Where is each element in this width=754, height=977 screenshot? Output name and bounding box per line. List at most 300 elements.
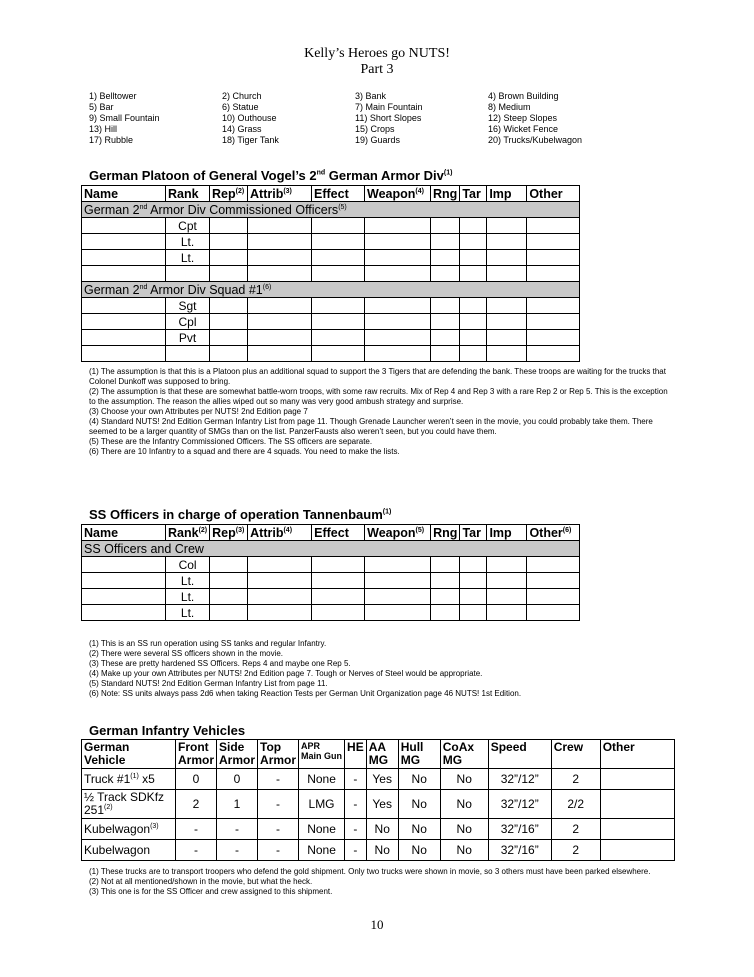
vehicle-front-cell: 2 — [176, 790, 217, 819]
platoon-heading: German Platoon of General Vogel’s 2nd German Armor Div$^{(1)}$ — [89, 168, 453, 183]
column-header — [527, 525, 580, 541]
legend-item: 6) Statue — [222, 102, 259, 112]
table-row — [82, 266, 580, 282]
empty-cell — [248, 218, 312, 234]
empty-cell — [210, 250, 248, 266]
empty-cell — [365, 314, 431, 330]
empty-cell — [431, 218, 460, 234]
empty-cell — [210, 589, 248, 605]
empty-cell — [431, 346, 460, 362]
column-header-footnote: (5) — [415, 526, 425, 534]
empty-cell — [82, 218, 166, 234]
vehicle-apr-cell: None — [299, 769, 345, 790]
column-header-label: Rep — [212, 186, 236, 201]
column-header — [460, 186, 487, 202]
rank-cell: Lt. — [166, 234, 210, 250]
column-header — [166, 525, 210, 541]
empty-cell — [365, 589, 431, 605]
footnote: (1) This is an SS run operation using SS tanks and regular Infantry. — [89, 639, 327, 648]
empty-cell — [431, 605, 460, 621]
empty-cell — [210, 330, 248, 346]
column-header-label: Weapon — [367, 525, 416, 540]
vehicle-column-header: Other — [600, 740, 674, 769]
empty-cell — [527, 266, 580, 282]
document-title: Kelly’s Heroes go NUTS! — [304, 46, 450, 61]
column-header-footnote: (6) — [562, 526, 572, 534]
column-header — [365, 525, 431, 541]
empty-cell — [365, 557, 431, 573]
empty-cell — [312, 314, 365, 330]
empty-cell — [527, 573, 580, 589]
empty-cell — [248, 314, 312, 330]
vehicle-speed-cell: 32”/16” — [488, 819, 551, 840]
footnote: (1) The assumption is that this is a Platoon plus an additional squad to support the 3 Tigers that are defending the bank. These troops are waiting for the trucks that Colonel Dunkoff was supposed to bring. — [89, 367, 666, 386]
empty-cell — [365, 605, 431, 621]
column-header-label: Imp — [489, 186, 512, 201]
empty-cell — [312, 605, 365, 621]
vehicle-front-cell: - — [176, 840, 217, 861]
footnote: (5) These are the Infantry Commissioned Officers. The SS officers are separate. — [89, 437, 373, 446]
vehicle-hull-cell: No — [398, 790, 440, 819]
empty-cell — [312, 573, 365, 589]
empty-cell — [487, 557, 527, 573]
empty-cell — [82, 605, 166, 621]
rank-cell: Lt. — [166, 605, 210, 621]
column-header-label: Other — [529, 525, 563, 540]
empty-cell — [460, 298, 487, 314]
legend-item: 11) Short Slopes — [355, 113, 422, 123]
vehicle-name-footnote: (1) — [130, 772, 139, 780]
section-footnote: (5) — [338, 203, 347, 211]
column-header-footnote: (2) — [235, 187, 245, 195]
column-header — [248, 186, 312, 202]
vehicle-name — [82, 819, 176, 840]
legend-item: 14) Grass — [222, 124, 262, 134]
empty-cell — [487, 250, 527, 266]
ss-heading: SS Officers in charge of operation Tannenbaum$^{(1)}$ — [89, 507, 392, 522]
empty-cell — [460, 589, 487, 605]
vehicle-coax-cell: No — [440, 769, 488, 790]
column-header — [431, 525, 460, 541]
section-text: Armor Div Commissioned Officers — [147, 202, 339, 217]
vehicle-coax-cell: No — [440, 790, 488, 819]
column-header-footnote: (4) — [415, 187, 424, 195]
empty-cell — [527, 250, 580, 266]
column-header-label: Other — [529, 186, 563, 201]
section-row — [82, 202, 580, 218]
empty-cell — [210, 266, 248, 282]
empty-cell — [210, 234, 248, 250]
footnote: (3) Choose your own Attributes per NUTS! 2nd Edition page 7 — [89, 407, 308, 416]
empty-cell — [365, 266, 431, 282]
vehicle-speed-cell: 32”/16” — [488, 840, 551, 861]
vehicle-name-footnote: (2) — [104, 804, 113, 811]
section-label — [82, 202, 580, 218]
empty-cell — [527, 234, 580, 250]
empty-cell — [460, 234, 487, 250]
vehicle-name-text: Kubelwagon — [84, 842, 151, 857]
column-header-label: Imp — [489, 525, 512, 540]
empty-cell — [487, 266, 527, 282]
empty-cell — [248, 298, 312, 314]
vehicle-crew-cell: 2 — [551, 769, 600, 790]
empty-cell — [248, 573, 312, 589]
column-header — [312, 525, 365, 541]
ss-header-row — [82, 525, 580, 541]
empty-cell — [527, 605, 580, 621]
empty-cell — [460, 218, 487, 234]
column-header — [487, 186, 527, 202]
vehicle-column-header: German Vehicle — [82, 740, 176, 769]
vehicle-speed-cell: 32”/12” — [488, 790, 551, 819]
vehicle-aa-cell: Yes — [366, 769, 398, 790]
vehicle-row — [82, 769, 675, 790]
column-header-label: Rank — [168, 525, 199, 540]
empty-cell — [82, 346, 166, 362]
vehicle-apr-cell: None — [299, 840, 345, 861]
ss-footnotes — [89, 639, 669, 699]
column-header-footnote: (3) — [283, 187, 292, 195]
vehicle-crew-cell: 2 — [551, 819, 600, 840]
vehicle-row — [82, 840, 675, 861]
footnote: (4) Standard NUTS! 2nd Edition German Infantry List from page 11. Though Grenade Launcher weren’t seen in the movie, you could probably take them. There seemed to be a larger quantity of SMGs than on the list. PanzerFausts also weren’t seen, but you could have them. — [89, 417, 653, 436]
empty-cell — [248, 330, 312, 346]
empty-cell — [431, 573, 460, 589]
vehicle-name — [82, 790, 176, 819]
vehicle-side-cell: - — [217, 840, 258, 861]
vehicle-aa-cell: No — [366, 819, 398, 840]
section-row — [82, 282, 580, 298]
empty-cell — [460, 573, 487, 589]
table-row — [82, 234, 580, 250]
vehicles-heading: German Infantry Vehicles — [89, 723, 246, 738]
empty-cell — [312, 557, 365, 573]
column-header — [487, 525, 527, 541]
legend-item: 13) Hill — [89, 124, 118, 134]
legend-item: 9) Small Fountain — [89, 113, 160, 123]
legend-item: 16) Wicket Fence — [488, 124, 559, 134]
vehicle-row — [82, 819, 675, 840]
rank-cell: Cpt — [166, 218, 210, 234]
vehicle-top-cell: - — [258, 819, 299, 840]
empty-cell — [312, 266, 365, 282]
rank-cell: Sgt — [166, 298, 210, 314]
empty-cell — [82, 330, 166, 346]
vehicle-apr-cell: LMG — [299, 790, 345, 819]
vehicle-hull-cell: No — [398, 769, 440, 790]
column-header — [210, 186, 248, 202]
vehicle-hull-cell: No — [398, 819, 440, 840]
empty-cell — [487, 218, 527, 234]
vehicle-speed-cell: 32”/12” — [488, 769, 551, 790]
vehicles-header-row — [82, 740, 675, 769]
empty-cell — [460, 605, 487, 621]
vehicle-side-cell: 0 — [217, 769, 258, 790]
vehicle-other-cell — [600, 819, 674, 840]
empty-cell — [527, 330, 580, 346]
table-row — [82, 298, 580, 314]
rank-cell: Col — [166, 557, 210, 573]
empty-cell — [312, 250, 365, 266]
column-header — [210, 525, 248, 541]
vehicle-crew-cell: 2 — [551, 840, 600, 861]
platoon-header-row — [82, 186, 580, 202]
vehicle-top-cell: - — [258, 840, 299, 861]
vehicle-column-header: Front Armor — [176, 740, 217, 769]
rank-cell: Pvt — [166, 330, 210, 346]
column-header — [365, 186, 431, 202]
vehicle-front-cell: 0 — [176, 769, 217, 790]
empty-cell — [460, 346, 487, 362]
empty-cell — [431, 298, 460, 314]
empty-cell — [312, 589, 365, 605]
empty-cell — [365, 346, 431, 362]
column-header — [166, 186, 210, 202]
column-header-label: Rng — [433, 186, 458, 201]
footnote: (3) This one is for the SS Officer and crew assigned to this shipment. — [89, 887, 333, 896]
empty-cell — [527, 589, 580, 605]
legend-item: 1) Belltower — [89, 91, 137, 101]
empty-cell — [431, 589, 460, 605]
rank-cell: Lt. — [166, 573, 210, 589]
empty-cell — [460, 266, 487, 282]
empty-cell — [210, 314, 248, 330]
vehicle-he-cell: - — [345, 819, 367, 840]
vehicle-side-cell: 1 — [217, 790, 258, 819]
legend-item: 10) Outhouse — [222, 113, 277, 123]
table-row — [82, 557, 580, 573]
vehicle-column-header: Speed — [488, 740, 551, 769]
vehicles-table — [81, 739, 675, 861]
empty-cell — [527, 557, 580, 573]
empty-cell — [365, 234, 431, 250]
column-header — [248, 525, 312, 541]
legend-item: 12) Steep Slopes — [488, 113, 558, 123]
table-row — [82, 218, 580, 234]
column-header-label: Effect — [314, 525, 349, 540]
platoon-footnotes — [89, 367, 669, 457]
vehicle-he-cell: - — [345, 840, 367, 861]
legend-item: 7) Main Fountain — [355, 102, 423, 112]
vehicle-row — [82, 790, 675, 819]
section-text: Armor Div Squad #1 — [147, 282, 263, 297]
footnote: (2) The assumption is that these are somewhat battle-worn troops, with some raw recruits. Mix of Rep 4 and Rep 3 with a rare Rep 2 or Rep 5. This is the exception to the assumption. The reason the allies wiped out so many was very good ambush strategy and surprise. — [89, 387, 668, 406]
empty-cell — [487, 605, 527, 621]
empty-cell — [365, 298, 431, 314]
footnote: (3) These are pretty hardened SS Officers. Reps 4 and maybe one Rep 5. — [89, 659, 351, 668]
empty-cell — [82, 589, 166, 605]
vehicle-other-cell — [600, 840, 674, 861]
column-header-label: Name — [84, 186, 119, 201]
vehicle-column-header: CoAx MG — [440, 740, 488, 769]
vehicle-column-header: Hull MG — [398, 740, 440, 769]
empty-cell — [82, 234, 166, 250]
vehicle-aa-cell: Yes — [366, 790, 398, 819]
footnote: (5) Standard NUTS! 2nd Edition German Infantry List from page 11. — [89, 679, 328, 688]
column-header-footnote: (2) — [198, 526, 208, 534]
column-header — [527, 186, 580, 202]
vehicle-top-cell: - — [258, 790, 299, 819]
empty-cell — [460, 557, 487, 573]
empty-cell — [82, 298, 166, 314]
empty-cell — [82, 314, 166, 330]
vehicle-aa-cell: No — [366, 840, 398, 861]
empty-cell — [431, 330, 460, 346]
empty-cell — [487, 298, 527, 314]
vehicle-name — [82, 769, 176, 790]
column-header-footnote: (4) — [283, 526, 293, 534]
empty-cell — [487, 346, 527, 362]
column-header-label: Tar — [462, 186, 481, 201]
vehicle-name-text: Kubelwagon — [84, 821, 151, 836]
empty-cell — [82, 557, 166, 573]
legend-item: 20) Trucks/Kubelwagon — [488, 135, 583, 145]
empty-cell — [248, 266, 312, 282]
vehicle-other-cell — [600, 769, 674, 790]
legend-item: 3) Bank — [355, 91, 387, 101]
rank-cell — [166, 266, 210, 282]
empty-cell — [487, 589, 527, 605]
empty-cell — [210, 346, 248, 362]
legend-item: 8) Medium — [488, 102, 531, 112]
legend-item: 2) Church — [222, 91, 262, 101]
empty-cell — [248, 557, 312, 573]
empty-cell — [431, 266, 460, 282]
empty-cell — [527, 218, 580, 234]
vehicle-coax-cell: No — [440, 840, 488, 861]
column-header-label: Weapon — [367, 186, 416, 201]
empty-cell — [460, 250, 487, 266]
column-header-label: Attrib — [250, 525, 284, 540]
rank-cell — [166, 346, 210, 362]
vehicle-column-header: Top Armor — [258, 740, 299, 769]
column-header-footnote: (3) — [235, 526, 245, 534]
empty-cell — [431, 234, 460, 250]
rank-cell: Cpl — [166, 314, 210, 330]
table-row — [82, 573, 580, 589]
section-text: SS Officers and Crew — [84, 541, 204, 556]
empty-cell — [210, 573, 248, 589]
table-row — [82, 330, 580, 346]
empty-cell — [248, 346, 312, 362]
vehicle-column-header: Side Armor — [217, 740, 258, 769]
vehicle-top-cell: - — [258, 769, 299, 790]
empty-cell — [248, 234, 312, 250]
section-footnote: nd — [139, 283, 148, 291]
vehicle-front-cell: - — [176, 819, 217, 840]
empty-cell — [527, 346, 580, 362]
empty-cell — [82, 573, 166, 589]
empty-cell — [312, 298, 365, 314]
column-header-label: Effect — [314, 186, 349, 201]
empty-cell — [431, 557, 460, 573]
table-row — [82, 605, 580, 621]
section-text: German 2 — [84, 282, 140, 297]
column-header-label: Name — [84, 525, 119, 540]
vehicle-he-cell: - — [345, 790, 367, 819]
vehicles-footnotes — [89, 867, 669, 897]
empty-cell — [82, 250, 166, 266]
column-header-label: Rep — [212, 525, 236, 540]
vehicle-he-cell: - — [345, 769, 367, 790]
vehicle-name-suffix: x5 — [138, 771, 155, 786]
column-header — [460, 525, 487, 541]
rank-cell: Lt. — [166, 250, 210, 266]
vehicle-side-cell: - — [217, 819, 258, 840]
vehicle-coax-cell: No — [440, 819, 488, 840]
vehicle-column-header: Crew — [551, 740, 600, 769]
legend-item: 4) Brown Building — [488, 91, 559, 101]
empty-cell — [248, 250, 312, 266]
column-header-label: Tar — [462, 525, 481, 540]
column-header — [312, 186, 365, 202]
table-row — [82, 589, 580, 605]
ss-roster-table — [81, 524, 580, 621]
vehicle-name-text: Truck #1 — [84, 771, 131, 786]
footnote: (1) These trucks are to transport troopers who defend the gold shipment. Only two trucks were shown in movie, so 3 others must have been parked elsewhere. — [89, 867, 651, 876]
table-row — [82, 314, 580, 330]
empty-cell — [487, 314, 527, 330]
vehicle-other-cell — [600, 790, 674, 819]
section-row — [82, 541, 580, 557]
table-row — [82, 346, 580, 362]
page-number: 10 — [370, 917, 384, 932]
vehicle-name-footnote: (3) — [150, 822, 159, 830]
empty-cell — [210, 557, 248, 573]
vehicle-name-text: ½ Track SDKfz 251 — [84, 790, 165, 817]
footnote: (2) Not at all mentioned/shown in the movie, but what the heck. — [89, 877, 313, 886]
empty-cell — [487, 573, 527, 589]
legend-item: 15) Crops — [355, 124, 395, 134]
column-header — [82, 525, 166, 541]
section-label — [82, 541, 580, 557]
empty-cell — [487, 234, 527, 250]
empty-cell — [487, 330, 527, 346]
empty-cell — [312, 330, 365, 346]
rank-cell: Lt. — [166, 589, 210, 605]
footnote: (6) There are 10 Infantry to a squad and there are 4 squads. You need to make the lists. — [89, 447, 400, 456]
empty-cell — [312, 346, 365, 362]
vehicle-column-header: HE — [345, 740, 367, 769]
legend-item: 17) Rubble — [89, 135, 134, 145]
empty-cell — [365, 330, 431, 346]
empty-cell — [527, 298, 580, 314]
empty-cell — [210, 605, 248, 621]
section-label — [82, 282, 580, 298]
column-header-label: Rng — [433, 525, 458, 540]
empty-cell — [248, 605, 312, 621]
empty-cell — [527, 314, 580, 330]
legend-item: 5) Bar — [89, 102, 114, 112]
vehicle-column-header: AA MG — [366, 740, 398, 769]
empty-cell — [312, 218, 365, 234]
section-footnote: (6) — [262, 283, 272, 291]
empty-cell — [365, 250, 431, 266]
empty-cell — [210, 218, 248, 234]
column-header-label: Attrib — [250, 186, 284, 201]
section-text: German 2 — [84, 202, 140, 217]
footnote: (4) Make up your own Attributes per NUTS! 2nd Edition page 7. Tough or Nerves of Steel would be appropriate. — [89, 669, 483, 678]
legend-item: 18) Tiger Tank — [222, 135, 279, 145]
empty-cell — [460, 314, 487, 330]
legend-item: 19) Guards — [355, 135, 401, 145]
column-header-label: Rank — [168, 186, 199, 201]
table-row — [82, 250, 580, 266]
vehicle-crew-cell: 2/2 — [551, 790, 600, 819]
section-footnote: nd — [139, 203, 148, 211]
column-header — [82, 186, 166, 202]
empty-cell — [248, 589, 312, 605]
